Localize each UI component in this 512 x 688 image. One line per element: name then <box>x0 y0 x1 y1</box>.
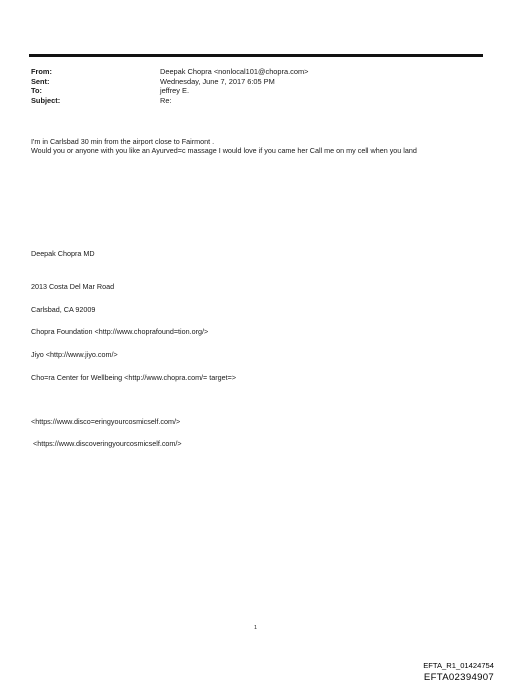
bates-stamp-secondary: EFTA02394907 <box>423 672 494 683</box>
sent-value: Wednesday, June 7, 2017 6:05 PM <box>160 76 275 86</box>
subject-value: Re: <box>160 95 172 105</box>
from-row <box>31 67 308 77</box>
to-row <box>31 86 308 96</box>
page-number: 1 <box>254 625 258 631</box>
header-divider <box>29 54 483 57</box>
from-label: From: <box>31 67 52 76</box>
sent-label: Sent: <box>31 76 50 86</box>
signature-center-link[interactable]: Cho=ra Center for Wellbeing <http://www.chopra.com/= target=> <box>31 373 237 382</box>
sent-row <box>31 77 308 87</box>
to-label: To: <box>31 86 42 96</box>
to-value: jeffrey E. <box>160 86 190 96</box>
signature-city: Carlsbad, CA 92009 <box>31 305 96 314</box>
signature-name: Deepak Chopra MD <box>31 249 95 258</box>
from-value: Deepak Chopra <nonlocal101@chopra.com> <box>160 67 309 76</box>
signature-cosmicself-link-2[interactable]: <https://www.discoveringyourcosmicself.com/> <box>33 439 182 448</box>
body-line-2: Would you or anyone with you like an Ayurved=c massage I would love if you came her Call me on my cell when you land <box>31 146 417 156</box>
signature-foundation-link[interactable]: Chopra Foundation <http://www.choprafound=tion.org/> <box>31 327 209 336</box>
subject-row <box>31 96 308 106</box>
email-header <box>31 67 308 105</box>
signature-cosmicself-link-1[interactable]: <https://www.disco=eringyourcosmicself.com/> <box>31 417 181 426</box>
body-line-1: I'm in Carlsbad 30 min from the airport close to Fairmont . <box>31 137 215 146</box>
bates-stamp-primary: EFTA_R1_01424754 <box>423 661 494 670</box>
subject-label: Subject: <box>31 95 61 105</box>
signature-jiyo-link[interactable]: Jiyo <http://www.jiyo.com/> <box>31 350 118 359</box>
signature-address: 2013 Costa Del Mar Road <box>31 282 115 291</box>
email-body <box>31 137 481 156</box>
